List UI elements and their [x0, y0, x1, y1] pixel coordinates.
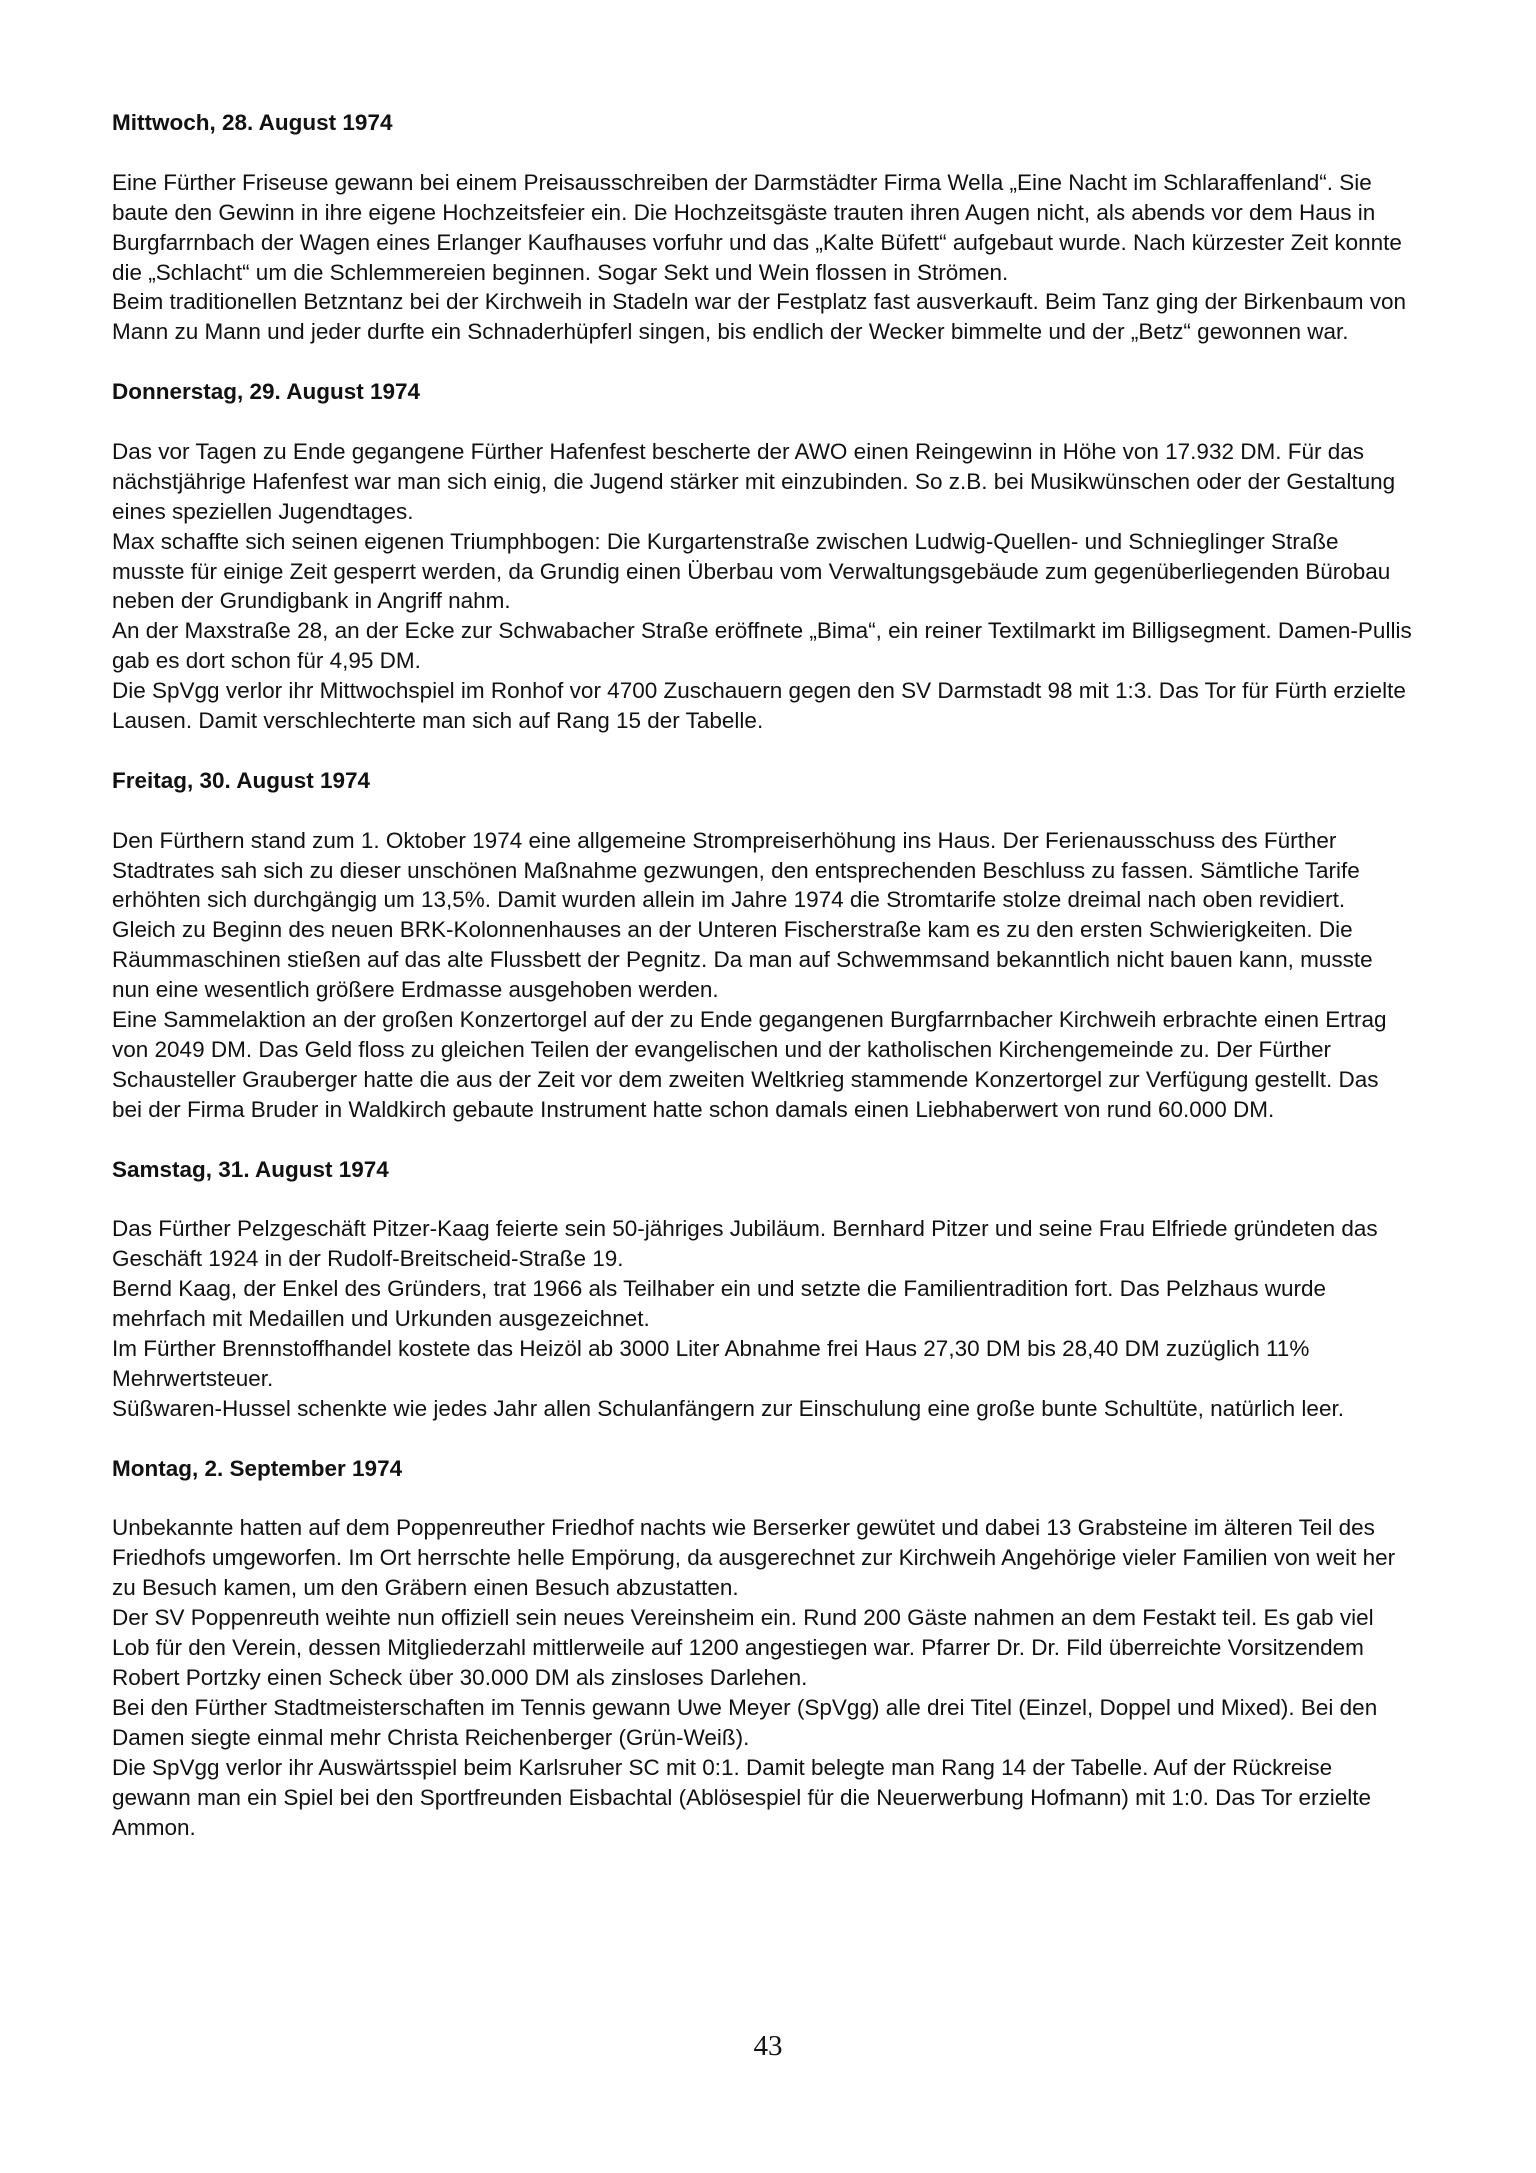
- paragraph: Im Fürther Brennstoffhandel kostete das Heizöl ab 3000 Liter Abnahme frei Haus 27,30 DM bis 28,40 DM zuzüglich 11% Mehrwertsteuer.: [112, 1336, 1310, 1391]
- section-gap: [112, 1424, 1412, 1454]
- paragraph: Bei den Fürther Stadtmeisterschaften im Tennis gewann Uwe Meyer (SpVgg) alle drei Titel (Einzel, Doppel und Mixed). Bei den Damen siegte einmal mehr Christa Reichenberger (Grün-Weiß).: [112, 1694, 1378, 1750]
- heading-spacer: [112, 138, 1412, 168]
- paragraph: Das Fürther Pelzgeschäft Pitzer-Kaag feierte sein 50-jähriges Jubiläum. Bernhard Pitzer und seine Frau Elfriede gründeten das Geschäft 1924 in der Rudolf-Breitscheid-Straße 19.: [112, 1216, 1378, 1272]
- paragraph: Den Fürthern stand zum 1. Oktober 1974 eine allgemeine Strompreiserhöhung ins Haus. Der Ferienausschuss des Fürther Stadtrates sah sich zu dieser unschönen Maßnahme gezwungen, den entsprechenden Beschluss zu fassen. Sämtliche Tarife erhöhten sich durchgängig um 13,5%. Damit wurden allein im Jahre 1974 die Stromtarife stolze dreimal nach oben revidiert.: [112, 827, 1360, 913]
- paragraph: Der SV Poppenreuth weihte nun offiziell sein neues Vereinsheim ein. Rund 200 Gäste nahmen an dem Festakt teil. Es gab viel Lob für den Verein, dessen Mitgliederzahl mittlerweile auf 1200 angestiegen war. Pfarrer Dr. Dr. Fild überreichte Vorsitzendem Robert Portzky einen Scheck über 30.000 DM als zinsloses Darlehen.: [112, 1605, 1374, 1690]
- section-heading: Freitag, 30. August 1974: [112, 767, 371, 793]
- paragraph: Eine Sammelaktion an der großen Konzertorgel auf der zu Ende gegangenen Burgfarrnbacher Kirchweih erbrachte einen Ertrag von 2049 DM. Das Geld floss zu gleichen Teilen der evangelischen und der katholischen Kirchengemeinde zu. Der Fürther Schausteller Grauberger hatte die aus der Zeit vor dem zweiten Weltkrieg stammende Konzertorgel zur Verfügung gestellt. Das bei der Firma Bruder in Waldkirch gebaute Instrument hatte schon damals einen Liebhaberwert von rund 60.000 DM.: [112, 1007, 1387, 1122]
- entry-section: [112, 377, 1412, 736]
- section-gap: [112, 736, 1412, 766]
- heading-spacer: [112, 1185, 1412, 1215]
- entry-section: [112, 766, 1412, 1125]
- section-gap: [112, 347, 1412, 377]
- paragraph: Beim traditionellen Betzntanz bei der Kirchweih in Stadeln war der Festplatz fast ausverkauft. Beim Tanz ging der Birkenbaum von Mann zu Mann und jeder durfte ein Schnaderhüpferl singen, bis endlich der Wecker bimmelte und der „Betz“ gewonnen war.: [112, 289, 1407, 345]
- paragraph: Eine Fürther Friseuse gewann bei einem Preisausschreiben der Darmstädter Firma Wella „Eine Nacht im Schlaraffenland“. Sie baute den Gewinn in ihre eigene Hochzeitsfeier ein. Die Hochzeitsgäste trauten ihren Augen nicht, als abends vor dem Haus in Burgfarrnbach der Wagen eines Erlanger Kaufhauses vorfuhr und das „Kalte Büfett“ aufgebaut wurde. Nach kürzester Zeit konnte die „Schlacht“ um die Schlemmereien beginnen. Sogar Sekt und Wein flossen in Strömen.: [112, 169, 1402, 285]
- section-gap: [112, 1125, 1412, 1155]
- heading-spacer: [112, 796, 1412, 826]
- entry-section: [112, 1454, 1412, 1843]
- section-heading: Samstag, 31. August 1974: [112, 1156, 389, 1182]
- paragraph: Süßwaren-Hussel schenkte wie jedes Jahr allen Schulanfängern zur Einschulung eine große bunte Schultüte, natürlich leer.: [112, 1395, 1344, 1421]
- section-heading: Montag, 2. September 1974: [112, 1455, 403, 1481]
- paragraph: Gleich zu Beginn des neuen BRK-Kolonnenhauses an der Unteren Fischerstraße kam es zu den ersten Schwierigkeiten. Die Räummaschinen stießen auf das alte Flussbett der Pegnitz. Da man auf Schwemmsand bekanntlich nicht bauen kann, musste nun eine wesentlich größere Erdmasse ausgehoben werden.: [112, 917, 1373, 1003]
- paragraph: Das vor Tagen zu Ende gegangene Fürther Hafenfest bescherte der AWO einen Reingewinn in Höhe von 17.932 DM. Für das nächstjährige Hafenfest war man sich einig, die Jugend stärker mit einzubinden. So z.B. bei Musikwünschen oder der Gestaltung eines speziellen Jugendtages.: [112, 438, 1396, 524]
- paragraph: Max schaffte sich seinen eigenen Triumphbogen: Die Kurgartenstraße zwischen Ludwig-Quellen- und Schnieglinger Straße musste für einige Zeit gesperrt werden, da Grundig einen Überbau vom Verwaltungsgebäude zum gegenüberliegenden Bürobau neben der Grundigbank in Angriff nahm.: [112, 528, 1391, 614]
- heading-spacer: [112, 1484, 1412, 1514]
- paragraph: Die SpVgg verlor ihr Auswärtsspiel beim Karlsruher SC mit 0:1. Damit belegte man Rang 14 der Tabelle. Auf der Rückreise gewann man ein Spiel bei den Sportfreunden Eisbachtal (Ablösespiel für die Neuerwerbung Hofmann) mit 1:0. Das Tor erzielte Ammon.: [112, 1754, 1372, 1840]
- paragraph: An der Maxstraße 28, an der Ecke zur Schwabacher Straße eröffnete „Bima“, ein reiner Textilmarkt im Billigsegment. Damen-Pullis gab es dort schon für 4,95 DM.: [112, 618, 1412, 674]
- entry-section: [112, 1155, 1412, 1424]
- heading-spacer: [112, 407, 1412, 437]
- paragraph: Die SpVgg verlor ihr Mittwochspiel im Ronhof vor 4700 Zuschauern gegen den SV Darmstadt 98 mit 1:3. Das Tor für Fürth erzielte Lausen. Damit verschlechterte man sich auf Rang 15 der Tabelle.: [112, 678, 1406, 734]
- section-heading: Donnerstag, 29. August 1974: [112, 379, 421, 405]
- entry-section: [112, 108, 1412, 347]
- page-number: 43: [753, 2030, 783, 2062]
- section-heading: Mittwoch, 28. August 1974: [112, 110, 393, 135]
- document-page: [112, 108, 1412, 1842]
- paragraph: Unbekannte hatten auf dem Poppenreuther Friedhof nachts wie Berserker gewütet und dabei 13 Grabsteine im älteren Teil des Friedhofs umgeworfen. Im Ort herrschte helle Empörung, da ausgerechnet zur Kirchweih Angehörige vieler Familien von weit her zu Besuch kamen, um den Gräbern einen Besuch abzustatten.: [112, 1515, 1396, 1601]
- paragraph: Bernd Kaag, der Enkel des Gründers, trat 1966 als Teilhaber ein und setzte die Familientradition fort. Das Pelzhaus wurde mehrfach mit Medaillen und Urkunden ausgezeichnet.: [112, 1276, 1327, 1332]
